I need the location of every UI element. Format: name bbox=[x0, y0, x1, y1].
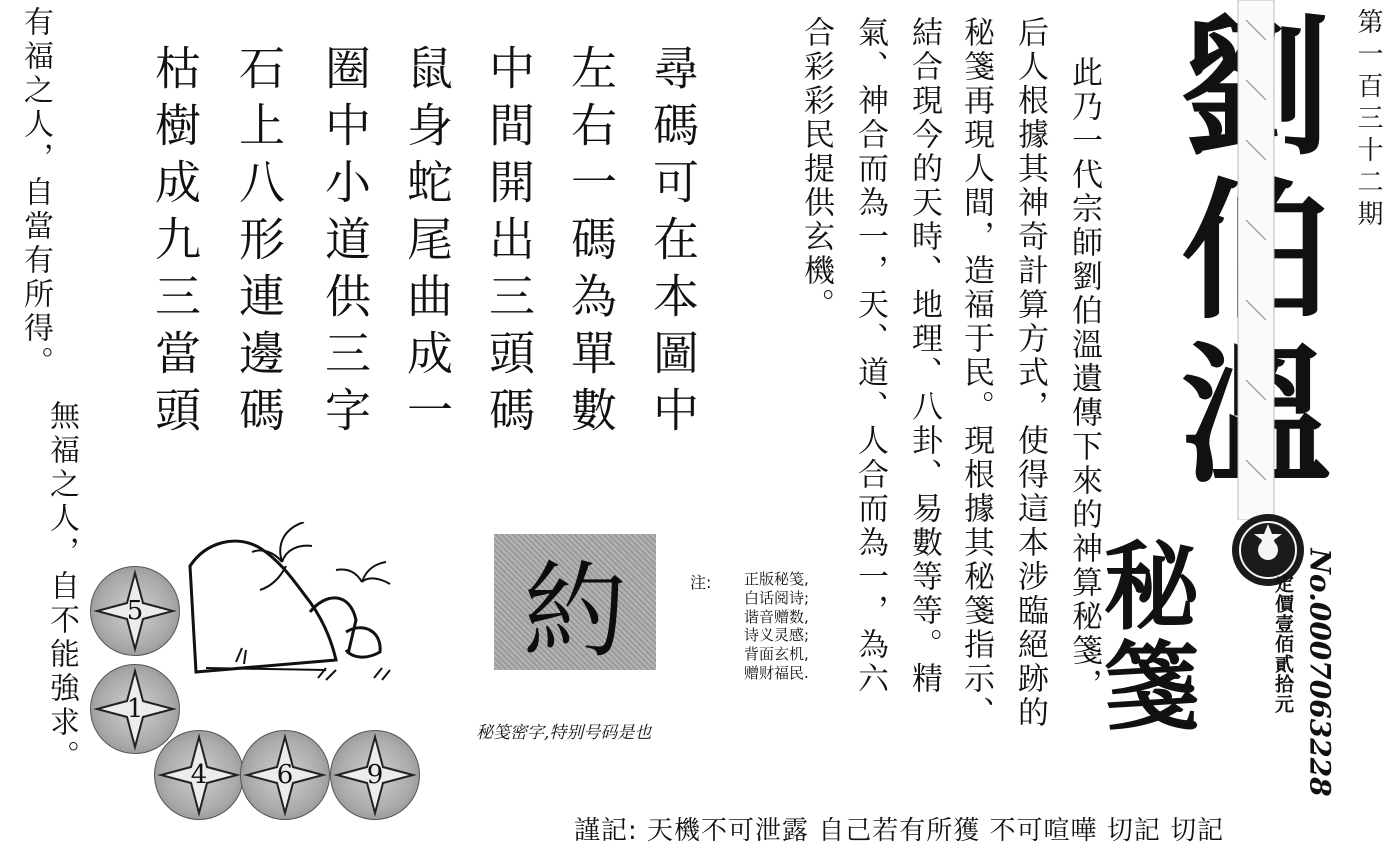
star-ring-5 bbox=[90, 566, 180, 656]
star-number: 1 bbox=[126, 694, 144, 724]
note-line: 赠财福民. bbox=[744, 663, 809, 682]
star-number: 4 bbox=[190, 760, 208, 790]
note-line: 谐音赠数, bbox=[744, 607, 809, 626]
poem-line-3: 中間開出三頭碼 bbox=[482, 44, 536, 443]
note-list bbox=[744, 570, 809, 683]
intro-line-6: 合彩彩民提供玄機。 bbox=[798, 16, 834, 322]
secret-char-box bbox=[494, 534, 656, 670]
page-subtitle: 秘箋 bbox=[1088, 536, 1201, 736]
poem-line-4: 鼠身蛇尾曲成一 bbox=[400, 44, 454, 443]
left-margin-line1: 有福之人，自當有所得。 bbox=[18, 6, 53, 380]
stamp-strip bbox=[1236, 0, 1276, 520]
price-label: 定價壹佰貳拾元 bbox=[1272, 574, 1294, 714]
poem-line-1: 尋碼可在本圖中 bbox=[646, 44, 700, 443]
intro-line-4: 結合現今的天時、地理、八卦、易數等等。精 bbox=[906, 16, 942, 696]
note-label: 注: bbox=[690, 573, 712, 592]
intro-line-5: 氣、神合而為一，天、道、人合而為一，為六 bbox=[852, 16, 888, 696]
intro-line-1: 此乃一代宗師劉伯溫遺傳下來的神算秘箋， bbox=[1066, 56, 1102, 702]
left-margin-line2: 無福之人，自不能強求。 bbox=[44, 400, 79, 774]
star-ring-4 bbox=[154, 730, 244, 820]
intro-line-3: 秘箋再現人間，造福于民。現根據其秘箋指示、 bbox=[958, 16, 994, 730]
footer-warning: 謹記: 天機不可泄露 自己若有所獲 不可喧嘩 切記 切記 bbox=[574, 816, 1225, 846]
intro-line-2: 后人根據其神奇計算方式，使得這本涉臨絕跡的 bbox=[1012, 16, 1048, 730]
poem-line-2: 左右一碼為單數 bbox=[564, 44, 618, 443]
secret-caption: 秘笺密字,特别号码是也 bbox=[476, 723, 652, 743]
landscape-sketch bbox=[186, 522, 412, 692]
star-number: 6 bbox=[276, 760, 294, 790]
serial-number: No.0007063228 bbox=[1303, 548, 1337, 797]
issue-number: 第一百三十二期 bbox=[1353, 8, 1383, 232]
poem-line-7: 枯樹成九三當頭 bbox=[148, 44, 202, 443]
note-line: 白话阅诗; bbox=[744, 588, 810, 607]
star-number: 9 bbox=[366, 760, 384, 790]
note-line: 背面玄机, bbox=[744, 645, 809, 663]
secret-char: 約 bbox=[522, 550, 627, 672]
note-line: 诗义灵感; bbox=[744, 626, 810, 645]
star-ring-9 bbox=[330, 730, 420, 820]
star-number: 5 bbox=[126, 596, 144, 626]
star-ring-6 bbox=[240, 730, 330, 820]
poem-line-5: 圈中小道供三字 bbox=[318, 44, 372, 443]
note-line: 正版秘笺, bbox=[744, 570, 809, 588]
poem-line-6: 石上八形連邊碼 bbox=[232, 44, 286, 443]
